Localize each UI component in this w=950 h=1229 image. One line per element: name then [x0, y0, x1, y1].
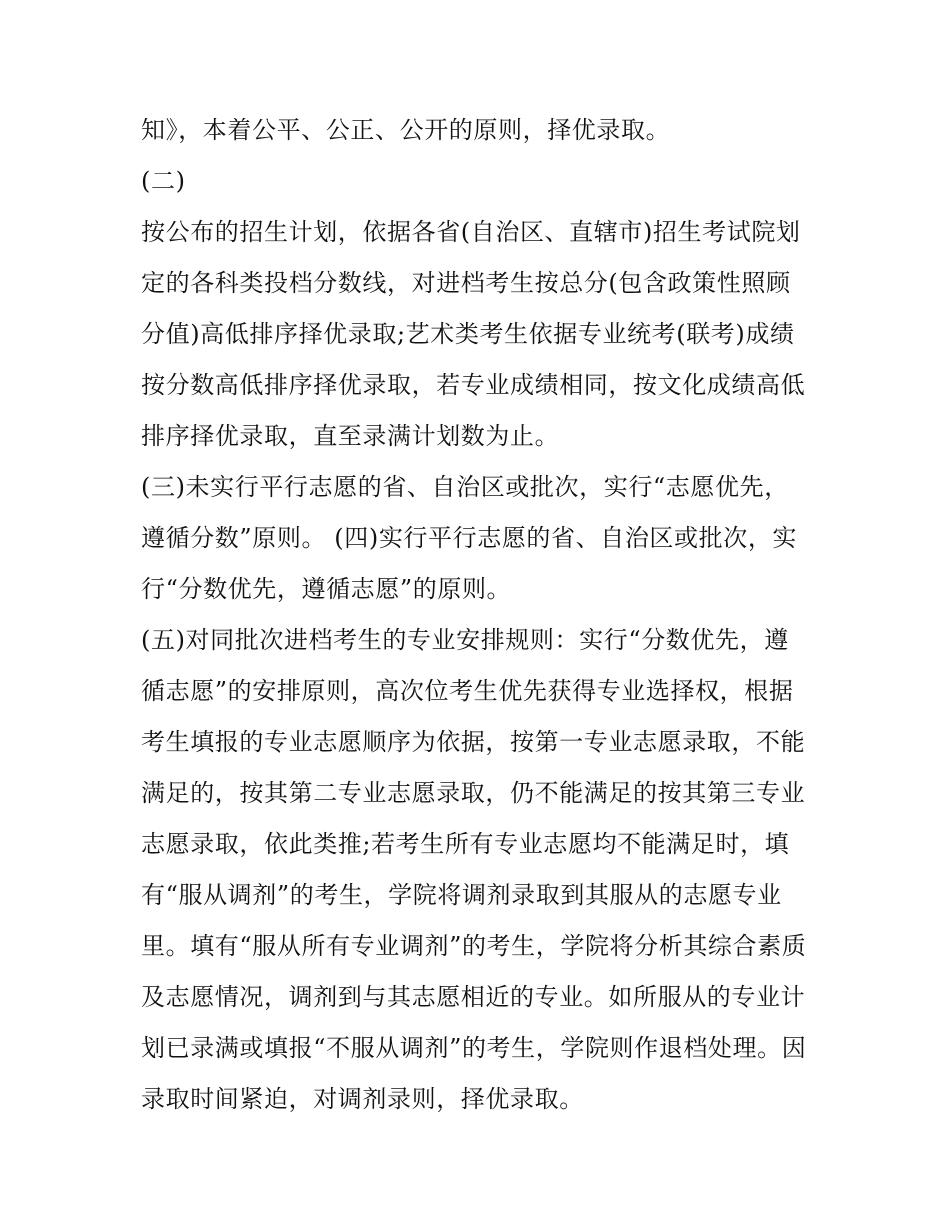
text-line: (五)对同批次进档考生的专业安排规则：实行“分数优先，遵 — [141, 626, 789, 654]
text-line: 排序择优录取，直至录满计划数为止。 — [141, 422, 560, 450]
text-line: 考生填报的专业志愿顺序为依据，按第一专业志愿录取，不能 — [141, 728, 806, 756]
text-line: 行“分数优先，遵循志愿”的原则。 — [141, 575, 512, 603]
text-line: 录取时间紧迫，对调剂录则，择优录取。 — [141, 1085, 584, 1113]
text-line: 循志愿”的安排原则，高次位考生优先获得专业选择权，根据 — [141, 677, 794, 705]
text-line: 满足的，按其第二专业志愿录取，仍不能满足的按其第三专业 — [141, 779, 806, 807]
text-line: 分值)高低排序择优录取;艺术类考生依据专业统考(联考)成绩 — [141, 320, 795, 348]
text-line: 按分数高低排序择优录取，若专业成绩相同，按文化成绩高低 — [141, 371, 806, 399]
text-line: 志愿录取，依此类推;若考生所有专业志愿均不能满足时，填 — [141, 830, 790, 858]
text-line: 有“服从调剂”的考生，学院将调剂录取到其服从的志愿专业 — [141, 881, 782, 909]
text-line: 定的各科类投档分数线，对进档考生按总分(包含政策性照顾 — [141, 269, 791, 297]
text-line: 知》，本着公平、公正、公开的原则，择优录取。 — [141, 116, 671, 144]
text-line: 划已录满或填报“不服从调剂”的考生，学院则作退档处理。因 — [141, 1034, 807, 1062]
document-body — [141, 107, 821, 1127]
text-line: (二) — [141, 167, 186, 195]
text-line: 遵循分数”原则。 (四)实行平行志愿的省、自治区或批次，实 — [141, 524, 798, 552]
text-line: 里。填有“服从所有专业调剂”的考生，学院将分析其综合素质 — [141, 932, 807, 960]
text-line: 按公布的招生计划，依据各省(自治区、直辖市)招生考试院划 — [141, 218, 801, 246]
text-line: (三)未实行平行志愿的省、自治区或批次，实行“志愿优先， — [141, 473, 789, 501]
text-line: 及志愿情况，调剂到与其志愿相近的专业。如所服从的专业计 — [141, 983, 806, 1011]
